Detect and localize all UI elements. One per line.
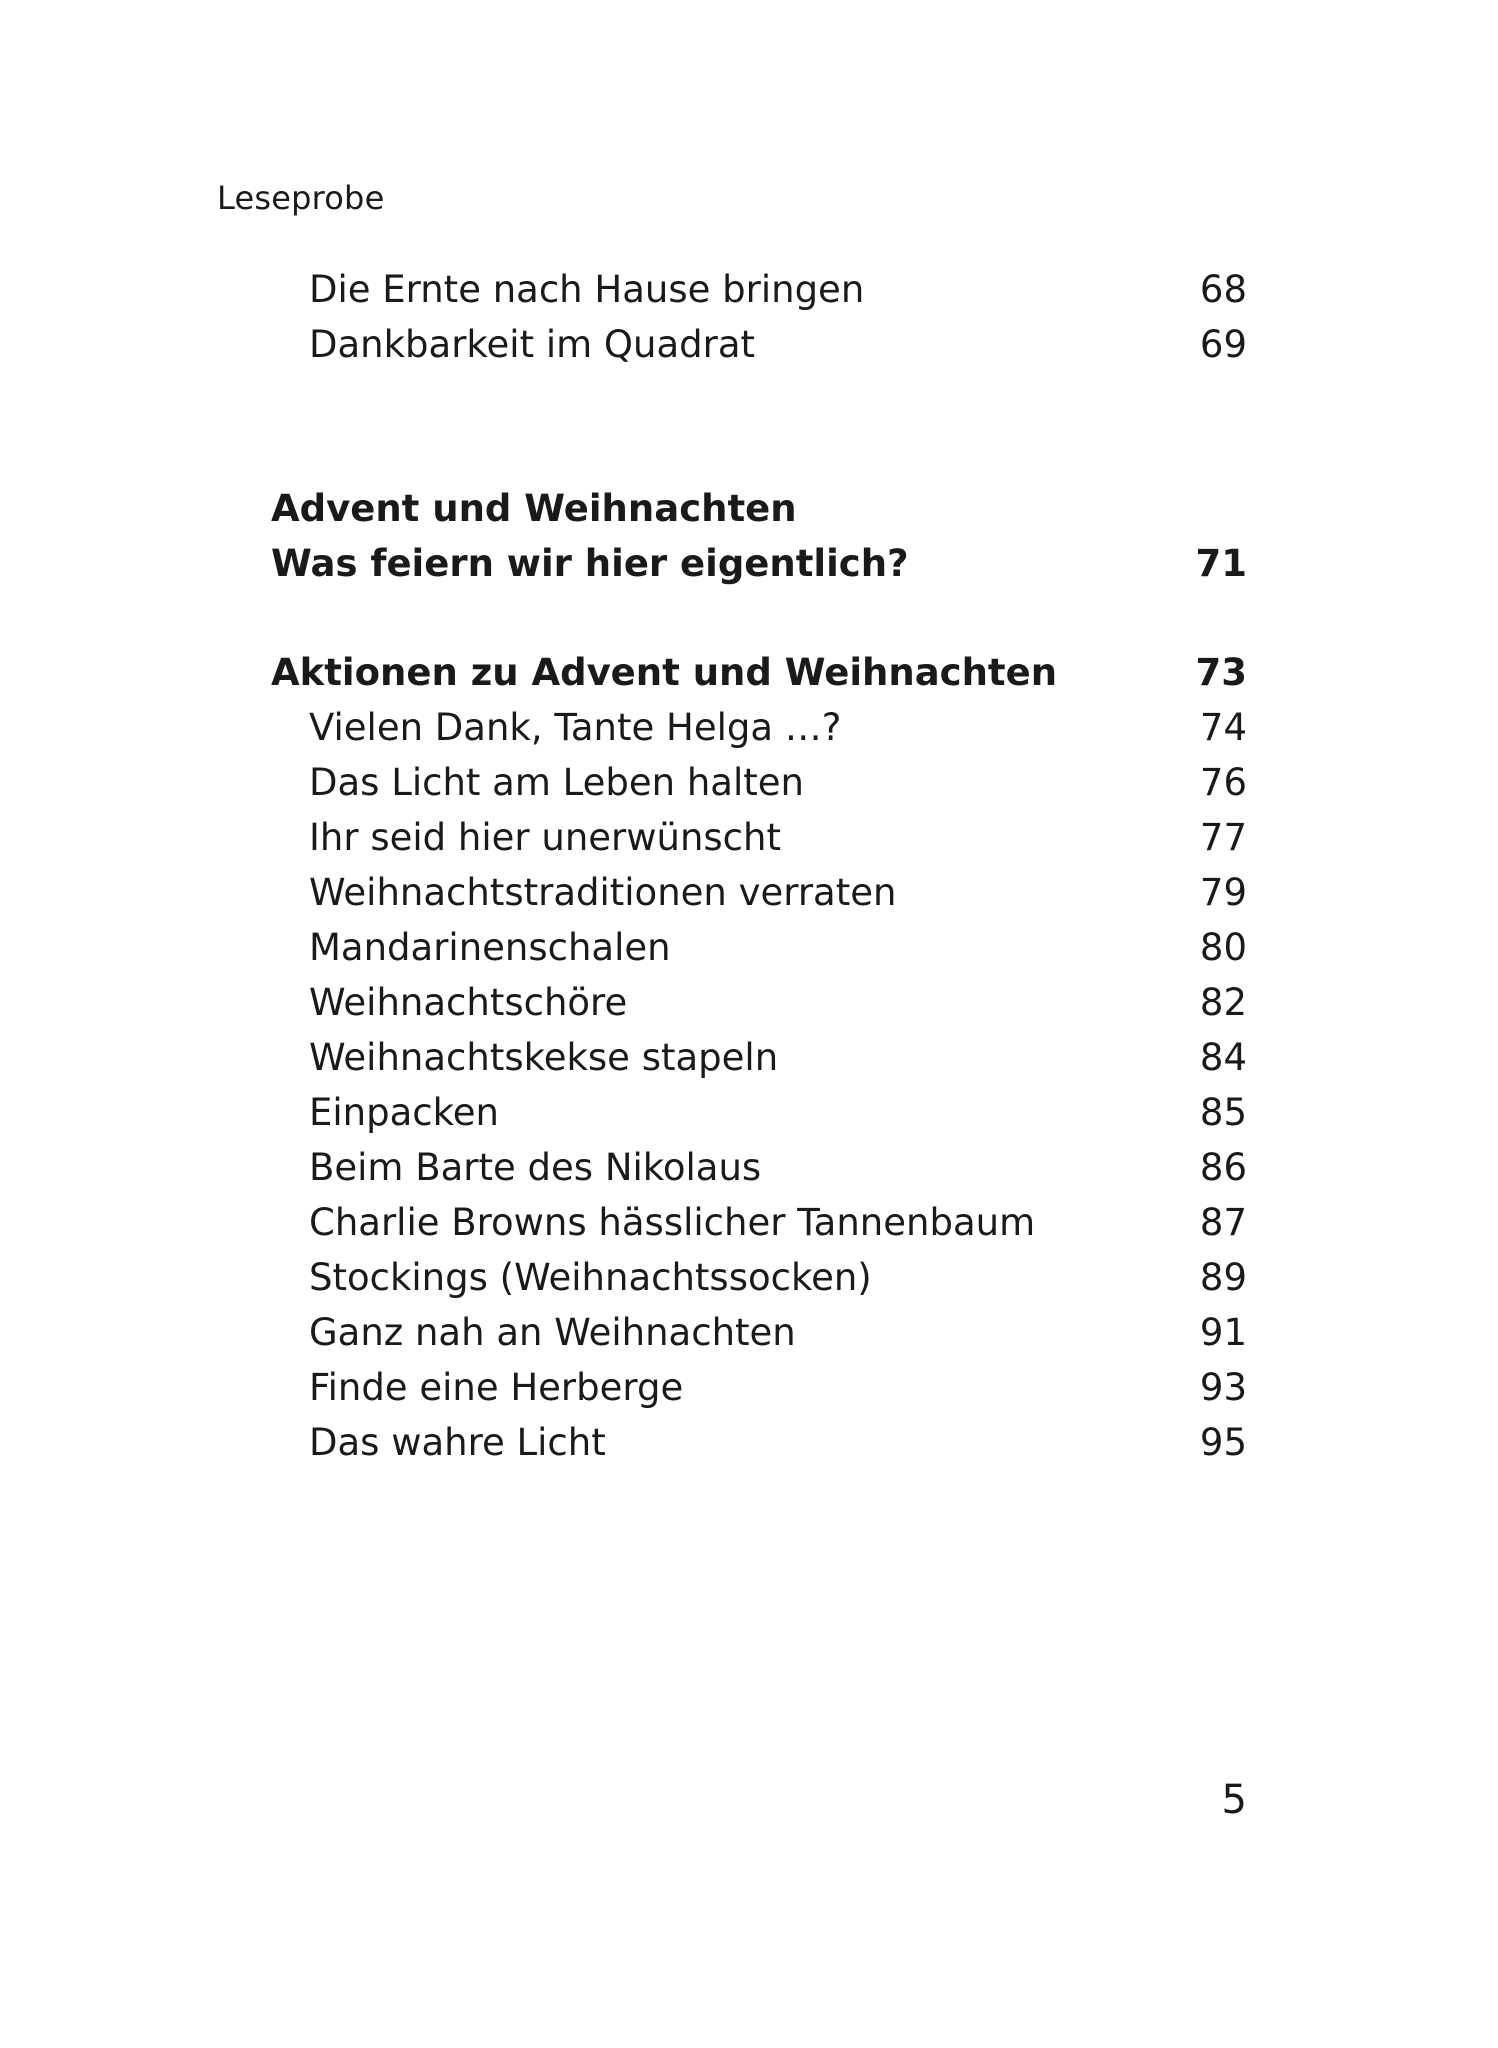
toc-section-heading (271, 536, 1247, 592)
toc-entry (309, 700, 1247, 756)
toc-entry-page: 74 (1199, 706, 1247, 749)
toc-entry-title: Charlie Browns hässlicher Tannenbaum (309, 1201, 1036, 1244)
toc-section-page: 71 (1195, 542, 1247, 585)
toc-entry (309, 1305, 1247, 1361)
toc-entry-title: Dankbarkeit im Quadrat (309, 323, 756, 366)
toc-entry-title: Ihr seid hier unerwünscht (309, 816, 781, 859)
toc-entry (309, 975, 1247, 1031)
toc-entry-title: Die Ernte nach Hause bringen (309, 268, 865, 311)
toc-entry-title: Stockings (Weihnachtssocken) (309, 1256, 872, 1299)
toc-entry-page: 76 (1199, 761, 1247, 804)
toc-entry (309, 1360, 1247, 1416)
toc-entry-page: 95 (1199, 1421, 1247, 1464)
toc-entry-title: Vielen Dank, Tante Helga …? (309, 706, 842, 749)
toc-entry-title: Weihnachtstraditionen verraten (309, 871, 897, 914)
toc-entry-title: Das Licht am Leben halten (309, 761, 804, 804)
toc-entry (309, 262, 1247, 318)
toc-entry (309, 1415, 1247, 1471)
toc-entry-page: 93 (1199, 1366, 1247, 1409)
toc-section-title: Aktionen zu Advent und Weihnachten (271, 651, 1058, 694)
toc-entry-page: 89 (1199, 1256, 1247, 1299)
toc-section-title: Advent und Weihnachten (271, 487, 797, 530)
toc-entry (309, 1195, 1247, 1251)
toc-entry (309, 810, 1247, 866)
toc-section-subtitle: Was feiern wir hier eigentlich? (271, 542, 909, 585)
toc-entry (309, 755, 1247, 811)
toc-entry-page: 82 (1199, 981, 1247, 1024)
toc-entry-page: 77 (1199, 816, 1247, 859)
toc-entry-title: Beim Barte des Nikolaus (309, 1146, 762, 1189)
toc-entry-page: 69 (1199, 323, 1247, 366)
toc-entry-page: 86 (1199, 1146, 1247, 1189)
toc-entry-page: 80 (1199, 926, 1247, 969)
toc-entry-page: 87 (1199, 1201, 1247, 1244)
toc-entry-title: Weihnachtskekse stapeln (309, 1036, 779, 1079)
page-number: 5 (1221, 1777, 1247, 1823)
toc-entry-title: Weihnachtschöre (309, 981, 628, 1024)
toc-entry (309, 1250, 1247, 1306)
toc-entry (309, 317, 1247, 373)
toc-entry (309, 920, 1247, 976)
toc-section-heading (271, 481, 1247, 537)
toc-entry (309, 865, 1247, 921)
toc-entry-page: 84 (1199, 1036, 1247, 1079)
toc-entry-page: 79 (1199, 871, 1247, 914)
toc-entry-page: 85 (1199, 1091, 1247, 1134)
toc-entry-page: 68 (1199, 268, 1247, 311)
toc-entry-title: Ganz nah an Weihnachten (309, 1311, 796, 1354)
toc-entry-title: Das wahre Licht (309, 1421, 606, 1464)
running-header: Leseprobe (217, 179, 385, 217)
toc-entry-title: Einpacken (309, 1091, 499, 1134)
toc-section-page: 73 (1195, 651, 1247, 694)
toc-entry-page: 91 (1199, 1311, 1247, 1354)
toc-entry (309, 1085, 1247, 1141)
toc-entry-title: Finde eine Herberge (309, 1366, 684, 1409)
toc-entry-title: Mandarinenschalen (309, 926, 671, 969)
toc-section-heading (271, 645, 1247, 701)
toc-entry (309, 1030, 1247, 1086)
toc-entry (309, 1140, 1247, 1196)
